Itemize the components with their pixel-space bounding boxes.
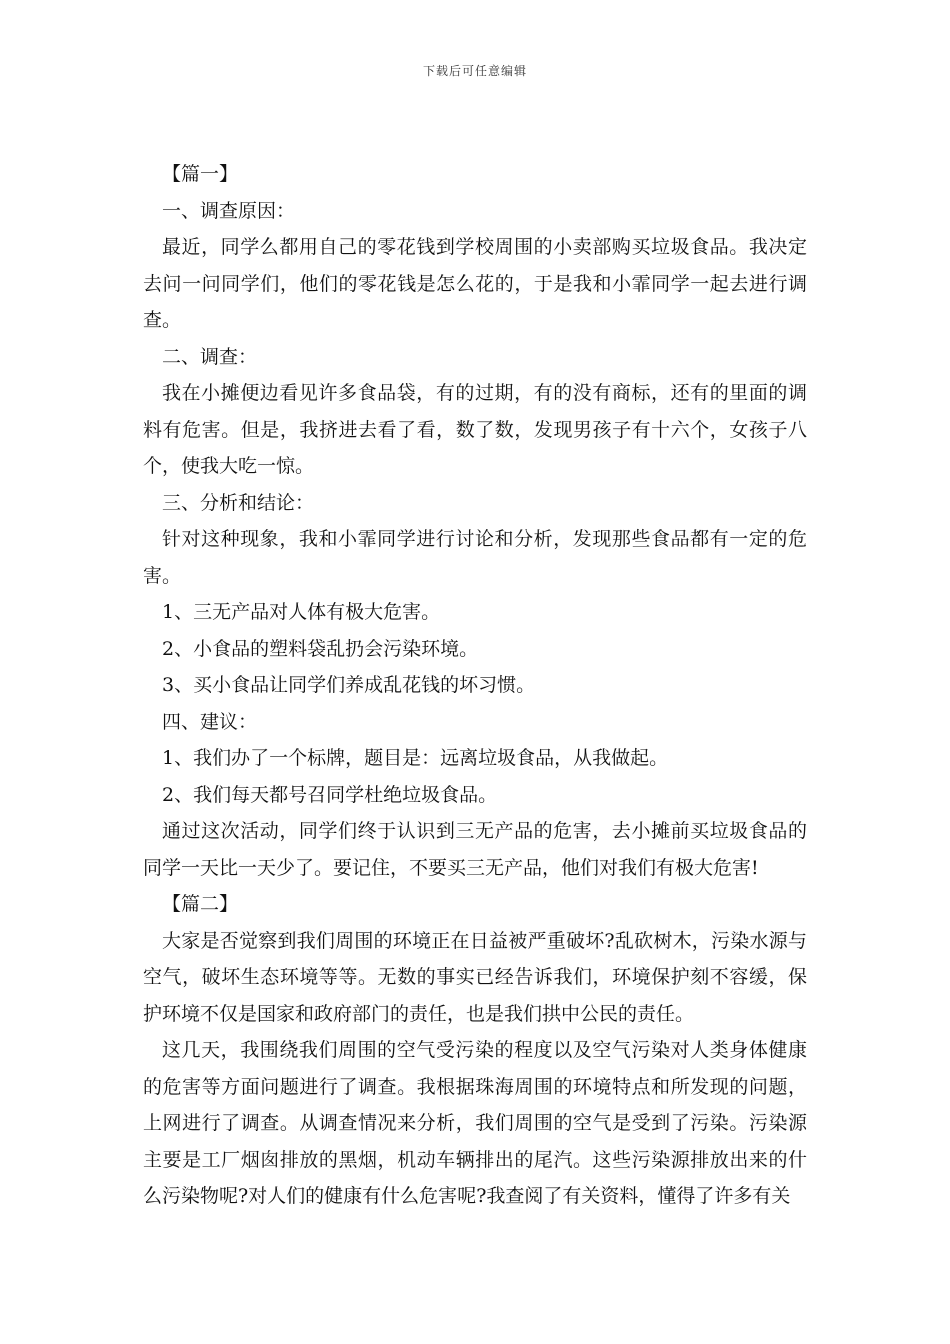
heading-suggestions: 四、建议： (162, 710, 258, 733)
page-header: 下载后可任意编辑 (422, 64, 527, 78)
paragraph: 针对这种现象，我和小霏同学进行讨论和分析，发现那些食品都有一定的危害。 (143, 528, 807, 587)
paragraph: 大家是否觉察到我们周围的环境正在日益被严重破坏?乱砍树木，污染水源与空气，破坏生态环境等等。无数的事实已经告诉我们，环境保护刻不容缓，保护环境不仅是国家和政府部门的责任，也是我们拱中公民的责任。 (143, 929, 807, 1025)
section-heading-part-2: 【篇二】 (162, 893, 239, 915)
list-item: 1、我们办了一个标牌，题目是：远离垃圾食品，从我做起。 (162, 747, 669, 769)
document-body (143, 156, 807, 1215)
heading-analysis-conclusion: 三、分析和结论： (162, 491, 315, 514)
heading-survey-reason: 一、调查原因： (162, 199, 296, 222)
list-item: 2、小食品的塑料袋乱扔会污染环境。 (162, 637, 479, 660)
list-item: 3、买小食品让同学们养成乱花钱的坏习惯。 (162, 674, 536, 696)
section-heading-part-1: 【篇一】 (162, 163, 239, 185)
list-item: 2、我们每天都号召同学杜绝垃圾食品。 (162, 783, 498, 806)
heading-survey: 二、调查： (162, 345, 258, 368)
list-item: 1、三无产品对人体有极大危害。 (162, 601, 441, 623)
paragraph: 最近，同学么都用自己的零花钱到学校周围的小卖部购买垃圾食品。我决定去问一问同学们，他们的零花钱是怎么花的，于是我和小霏同学一起去进行调查。 (143, 236, 807, 331)
paragraph: 我在小摊便边看见许多食品袋，有的过期，有的没有商标，还有的里面的调料有危害。但是，我挤进去看了看，数了数，发现男孩子有十六个，女孩子八个，使我大吃一惊。 (143, 382, 807, 477)
paragraph: 通过这次活动，同学们终于认识到三无产品的危害，去小摊前买垃圾食品的同学一天比一天少了。要记住，不要买三无产品，他们对我们有极大危害! (143, 820, 807, 879)
paragraph: 这几天，我围绕我们周围的空气受污染的程度以及空气污染对人类身体健康的危害等方面问题进行了调查。我根据珠海周围的环境特点和所发现的问题，上网进行了调查。从调查情况来分析，我们周围的空气是受到了污染。污染源主要是工厂烟囱排放的黑烟，机动车辆排出的尾汽。这些污染源排放出来的什么污染物呢?对人们的健康有什么危害呢?我查阅了有关资料，懂得了许多有关 (143, 1039, 807, 1207)
